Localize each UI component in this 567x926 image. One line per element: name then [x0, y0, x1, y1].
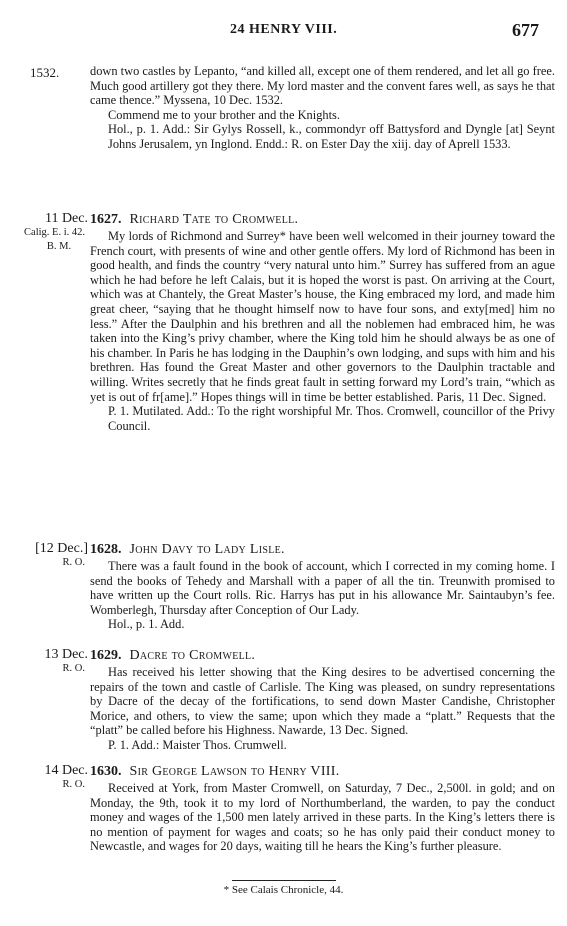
- entry-note: P. 1. Mutilated. Add.: To the right worshipful Mr. Thos. Cromwell, councillor of the Privy Council.: [108, 404, 555, 433]
- entry-reference: Calig. E. i. 42.: [24, 227, 85, 238]
- entry-reference: R. O.: [62, 663, 85, 674]
- running-head: [0, 20, 567, 40]
- entry-reference-source: B. M.: [46, 241, 72, 252]
- entry-title: Richard Tate to Cromwell.: [129, 212, 299, 227]
- entry-body: There was a fault found in the book of account, which I corrected in my coming home. I send the books of Tehedy and Marshall with a paper of all the tin. Treunwith promised to have written up the Court rolls. Ric. Harrys has put in his allowance Mr. Saintaubyn’s fee. Womberlegh, Thursday after Conception of Our Lady.: [90, 559, 555, 617]
- entry-1630-margin: [0, 764, 88, 792]
- entry-body: My lords of Richmond and Surrey* have been well welcomed in their journey toward the French court, with presents of wine and other gentle offers. My lord of Richmond has been in good health, and finds the country “very natural unto him.” Surrey has suffered from an ague which he had before he left Calais, but it is hoped the worst is past. On arriving at the Court, which was at Chantely, the Great Master’s house, the King embraced my lord, and made him great cheer, “saying that he thought himself now to have four sons, and exty[med] him no less.” After the Daulphin and his brethren and all the noblemen had embraced him, he was taken into the King’s privy chamber, where the King told him he should always be as one of his chamber. In Paris he has lodging in the Dauphin’s own lodging, and sups with him and his brethren. Has found the Great Master and other governors to the Daulphin tractable and willing. Writes secretly that he finds great fault in setting forward my Lord’s train, “which as yet is out of fr[ame].” Hopes things will in time be better established. Paris, 11 Dec. Signed.: [90, 229, 555, 404]
- entry-1627-heading: [90, 212, 298, 228]
- entry-body: Has received his letter showing that the King desires to be advertised concerning the repairs of the town and castle of Carlisle. The King was pleased, on sundry representations by Dacre of the decay of the fortifications, to send down Master Candishe, Christopher Morice, and others, to view the same; upon which they made a “platt.” Requests that the “platt” be called before his Highness. Nawarde, 13 Dec. Signed.: [90, 665, 555, 738]
- entry-1629-text: [90, 665, 555, 753]
- entry-1627-text: [90, 229, 555, 433]
- entry-date: 14 Dec.: [44, 763, 88, 778]
- entry-title: John Davy to Lady Lisle.: [129, 542, 285, 557]
- entry-number: 1627.: [90, 212, 122, 227]
- entry-number: 1629.: [90, 648, 122, 663]
- entry-number: 1628.: [90, 542, 122, 557]
- carryover-commend: Commend me to your brother and the Knights.: [108, 107, 340, 122]
- entry-date: 13 Dec.: [44, 647, 88, 662]
- footnote: * See Calais Chronicle, 44.: [223, 884, 344, 896]
- carryover-paragraph: down two castles by Lepanto, “and killed all, except one of them rendered, and let all go free. Much good artillery got they there. My lord master and the convent fares well, as says he that came thence.” Myssena, 10 Dec. 1532.: [90, 64, 555, 108]
- entry-1628-heading: [90, 542, 285, 558]
- entry-1627-margin: [0, 212, 88, 254]
- entry-reference: R. O.: [62, 557, 85, 568]
- running-title: 24 HENRY VIII.: [230, 22, 338, 37]
- entry-1628-margin: [0, 542, 88, 570]
- entry-note: Hol., p. 1. Add.: [108, 617, 185, 632]
- entry-title: Dacre to Cromwell.: [129, 648, 256, 663]
- footnote-divider: [232, 880, 336, 881]
- entry-1630-text: [90, 781, 555, 854]
- entry-note: P. 1. Add.: Maister Thos. Crumwell.: [108, 737, 287, 752]
- entry-date: [12 Dec.]: [35, 541, 88, 556]
- entry-1629-heading: [90, 648, 255, 664]
- carryover-note: Hol., p. 1. Add.: Sir Gylys Rossell, k., commondyr off Battysford and Dyngle [at] Seynt Johns Jerusalem, yn Inglond. Endd.: R. on Ester Day the xiij. day of Aprell 1533.: [108, 122, 555, 151]
- carryover-block: [90, 64, 555, 152]
- entry-1628-text: [90, 559, 555, 632]
- entry-1630-heading: [90, 764, 340, 780]
- year-marginal: 1532.: [30, 65, 60, 80]
- entry-title: Sir George Lawson to Henry VIII.: [129, 764, 340, 779]
- entry-date: 11 Dec.: [44, 211, 88, 226]
- entry-1629-margin: [0, 648, 88, 676]
- entry-body: Received at York, from Master Cromwell, on Saturday, 7 Dec., 2,500l. in gold; and on Monday, the 9th, took it to my lord of Northumberland, the warden, to pay the conduct money and wages of the 1,500 men lately arrived in these parts. In the King’s letters there is no mention of payment for wages and coats; so he has only paid their conduct money to Newcastle, and wages for 20 days, waiting till he hears the King’s further pleasure.: [90, 781, 555, 854]
- entry-number: 1630.: [90, 764, 122, 779]
- page-number: 677: [512, 20, 539, 40]
- entry-reference: R. O.: [62, 779, 85, 790]
